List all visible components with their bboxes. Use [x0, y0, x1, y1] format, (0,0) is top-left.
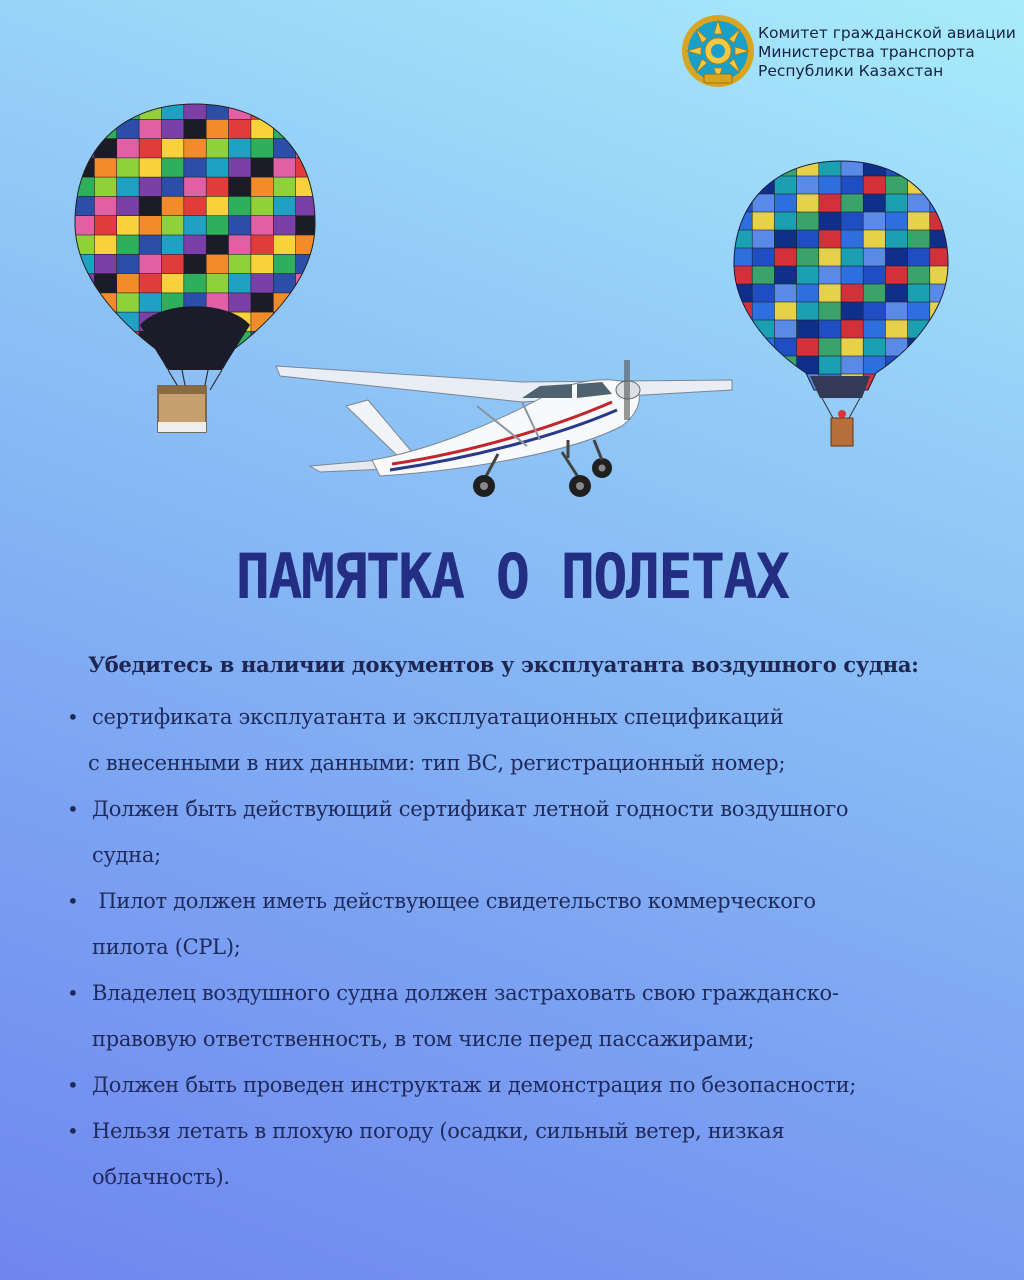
list-item: [62, 1062, 962, 1108]
list-item: [62, 694, 962, 786]
org-line-3: Республики Казахстан: [758, 62, 944, 80]
list-item-line: пилота (CPL);: [92, 935, 241, 959]
list-item-line: с внесенными в них данными: тип ВС, регистрационный номер;: [88, 751, 786, 775]
list-item-line: • сертификата эксплуатанта и эксплуатационных спецификаций: [92, 705, 784, 729]
org-line-2: Министерства транспорта: [758, 43, 975, 61]
kazakhstan-emblem-icon: [680, 12, 756, 90]
organization-name: [758, 24, 1016, 81]
list-item-line: • Нельзя летать в плохую погоду (осадки, сильный ветер, низкая: [92, 1119, 785, 1143]
list-item-line: • Должен быть действующий сертификат летной годности воздушного: [92, 797, 849, 821]
list-item-line: • Владелец воздушного судна должен застраховать свою гражданско-: [92, 981, 839, 1005]
list-item-line: судна;: [92, 843, 161, 867]
list-item-line: • Должен быть проведен инструктаж и демонстрация по безопасности;: [92, 1073, 857, 1097]
list-item: [62, 970, 962, 1062]
intro-heading: Убедитесь в наличии документов у эксплуатанта воздушного судна:: [88, 652, 919, 677]
requirements-list: [62, 694, 962, 1200]
list-item-line: • Пилот должен иметь действующее свидетельство коммерческого: [92, 889, 816, 913]
list-item: [62, 878, 962, 970]
list-item: [62, 786, 962, 878]
list-item: [62, 1108, 962, 1200]
page-title: ПАМЯТКА О ПОЛЕТАХ: [235, 540, 789, 613]
list-item-line: правовую ответственность, в том числе перед пассажирами;: [92, 1027, 755, 1051]
light-airplane-icon: [272, 340, 742, 510]
hot-air-balloon-icon: [730, 158, 952, 452]
list-item-line: облачность).: [92, 1165, 230, 1189]
org-line-1: Комитет гражданской авиации: [758, 24, 1016, 42]
